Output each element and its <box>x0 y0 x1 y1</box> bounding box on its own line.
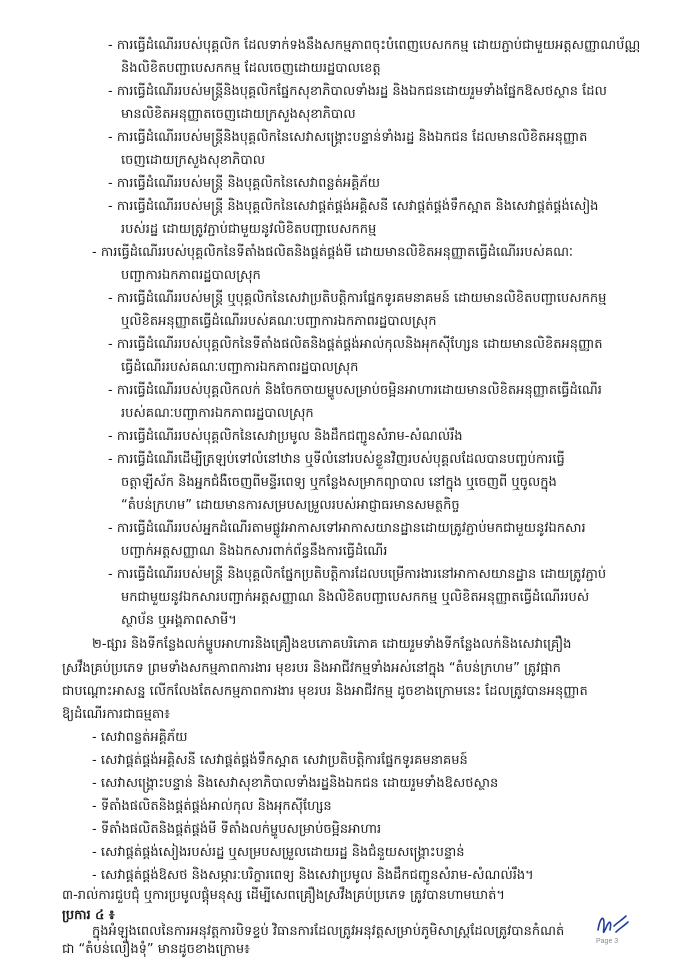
signature-initials <box>592 908 632 942</box>
text-line: - សេវាពន្លត់អគ្គិភ័យ <box>92 730 188 745</box>
text-line: - ការធ្វើដំណើររបស់បុគ្គលិកនៃសេវាប្រមូល និងដឹកជញ្ជូនសំរាម-សំណល់រឹង <box>108 429 463 444</box>
text-line: - ការធ្វើដំណើររបស់បុគ្គលិកនៃទីតាំងផលិតនិងផ្គត់ផ្គង់អាល់កុលនិងអុកស៊ីហ្សែន ដោយមានលិខិតអនុញ្ញាត <box>108 337 603 352</box>
text-line: និងលិខិតបញ្ជាបេសកកម្ម ដែលចេញដោយរដ្ឋបាលខេត្ត <box>121 61 381 76</box>
text-line: - ការធ្វើដំណើរដើម្បីត្រឡប់ទៅលំនៅឋាន ឬទីលំនៅរបស់ខ្លួនវិញរបស់បុគ្គលដែលបានបញ្ចប់ការធ្វើ <box>108 452 565 467</box>
text-line: - សេវាផ្គត់ផ្គង់អគ្គិសនី សេវាផ្គត់ផ្គង់ទឹកស្អាត សេវាប្រតិបត្តិការផ្នែកទូរគមនាគមន៍ <box>92 753 468 768</box>
text-line: - ការធ្វើដំណើររបស់បុគ្គលិកលក់ និងចែកចាយម្ហូបសម្រាប់ចម្អិនអាហារដោយមានលិខិតអនុញ្ញាតធ្វើដំណើរ <box>108 383 602 398</box>
text-line: ក្នុងអំឡុងពេលនៃការអនុវត្តការបិទខ្ទប់ វិធានការដែលត្រូវអនុវត្តសម្រាប់ភូមិសាស្ត្រដែលត្រូវបានកំណត់ <box>92 924 565 939</box>
text-line: ឱ្យដំណើរការជាធម្មតា៖ <box>62 707 170 722</box>
text-line: ចេញដោយក្រសួងសុខាភិបាល <box>121 153 266 168</box>
text-line: ៣-រាល់ការជួបជុំ ឬការប្រមូលផ្ដុំមនុស្ស ដើម្បីសេពគ្រឿងស្រវឹងគ្រប់ប្រភេទ ត្រូវបានហាមឃាត់។ <box>62 888 505 903</box>
text-line: ជា “តំបន់លឿងទុំ” មានដូចខាងក្រោម៖ <box>62 942 250 957</box>
text-line: របស់គណៈបញ្ជាការឯកភាពរដ្ឋបាលស្រុក <box>121 406 314 421</box>
page-number: Page 3 <box>596 938 619 945</box>
text-line: - ទីតាំងផលិតនិងផ្គត់ផ្គង់មី ទីតាំងលក់ម្ហូបសម្រាប់ចម្អិនអាហារ <box>92 822 382 837</box>
text-line: ស្ថាប័ន ឬអង្គភាពសាមី។ <box>121 613 237 628</box>
text-line: - ទីតាំងផលិតនិងផ្គត់ផ្គង់អាល់កុល និងអុកស៊ីហ្សែន <box>92 799 332 814</box>
text-line: មានលិខិតអនុញ្ញាតចេញដោយក្រសួងសុខាភិបាល <box>121 107 356 122</box>
text-line: - ការធ្វើដំណើររបស់មន្ត្រីនិងបុគ្គលិកផ្នែកសុខាភិបាលទាំងរដ្ឋ និងឯកជនដោយរួមទាំងផ្នែកឱសថស្ថាន ដែល <box>108 84 607 99</box>
text-line: ជាបណ្ដោះអាសន្ន លើកលែងតែសកម្មភាពការងារ មុខរបរ និងអាជីវកម្ម ដូចខាងក្រោមនេះ ដែលត្រូវបានអនុញ្ញាត <box>62 684 588 699</box>
text-line: - ការធ្វើដំណើររបស់មន្ត្រី ឬបុគ្គលិកនៃសេវាប្រតិបត្តិការផ្នែកទូរគមនាគមន៍ ដោយមានលិខិតបញ្ជាបេសកកម្ម <box>108 291 607 306</box>
text-line: - ការធ្វើដំណើររបស់មន្ត្រី និងបុគ្គលិកនៃសេវាពន្លត់អគ្គិភ័យ <box>108 176 381 191</box>
text-line: ឬលិខិតអនុញ្ញាតធ្វើដំណើររបស់គណៈបញ្ជាការឯកភាពរដ្ឋបាលស្រុក <box>121 314 437 329</box>
text-line: ២-ផ្សារ និងទីកន្លែងលក់ម្ហូបអាហារនិងគ្រឿងឧបភោគបរិភោគ ដោយរួមទាំងទីកន្លែងលក់និងសេវាគ្រឿង <box>92 637 572 652</box>
text-line: ធ្វើដំណើររបស់គណៈបញ្ជាការឯកភាពរដ្ឋបាលស្រុក <box>121 360 359 375</box>
text-line: ស្រវឹងគ្រប់ប្រភេទ ព្រមទាំងសកម្មភាពការងារ មុខរបរ និងអាជីវកម្មទាំងអស់នៅក្នុង “តំបន់ក្រហម” ត្រូវផ្អាក <box>62 661 561 676</box>
text-line: - ការធ្វើដំណើររបស់មន្ត្រីនិងបុគ្គលិកនៃសេវាសង្គ្រោះបន្ទាន់ទាំងរដ្ឋ និងឯកជន ដែលមានលិខិតអនុញ្ញាត <box>108 130 588 145</box>
article-heading: ប្រការ ៤ ៖ <box>62 908 115 923</box>
text-line: “តំបន់ក្រហម” ដោយមានការសម្របសម្រួលរបស់អាជ្ញាធរមានសមត្ថកិច្ច <box>121 498 460 513</box>
text-line: - ការធ្វើដំណើររបស់អ្នកដំណើរតាមផ្លូវអាកាសទៅអាកាសយានដ្ឋានដោយត្រូវភ្ជាប់មកជាមួយនូវឯកសារ <box>108 521 586 536</box>
text-line: - សេវាសង្គ្រោះបន្ទាន់ និងសេវាសុខាភិបាលទាំងរដ្ឋនិងឯកជន ដោយរួមទាំងឱសថស្ថាន <box>92 776 499 791</box>
text-line: - សេវាផ្គត់ផ្គង់សៀងរបស់រដ្ឋ ឬសម្របសម្រួលដោយរដ្ឋ និងជំនួយសង្គ្រោះបន្ទាន់ <box>92 845 465 860</box>
text-line: មកជាមួយនូវឯកសារបញ្ជាក់អត្តសញ្ញាណ និងលិខិតបញ្ជាបេសកកម្ម ឬលិខិតអនុញ្ញាតធ្វើដំណើររបស់ <box>121 590 590 605</box>
text-line: ចត្តាឡីស័ក និងអ្នកជំងឺចេញពីមន្ទីរពេទ្យ ឬកន្លែងសម្រាកព្យាបាល នៅក្នុង ឬចេញពី ឬចូលក្នុង <box>121 475 557 490</box>
text-line: - ការធ្វើដំណើររបស់មន្ត្រី និងបុគ្គលិកផ្នែកប្រតិបត្តិការដែលបម្រើការងារនៅអាកាសយានដ្ឋាន ដោយត្រូវភ្ជាប់ <box>108 567 607 582</box>
text-line: - ការធ្វើដំណើររបស់បុគ្គលិក ដែលទាក់ទងនឹងសកម្មភាពចុះបំពេញបេសកកម្ម ដោយភ្ជាប់ជាមួយអត្តសញ្ញាណប័ណ្ណ <box>108 38 641 53</box>
text-line: - សេវាផ្គត់ផ្គង់ឱសថ និងសម្ភារៈបរិក្ខារពេទ្យ និងសេវាប្រមូល និងដឹកជញ្ជូនសំរាម-សំណល់រឹង។ <box>92 868 534 883</box>
text-line: របស់រដ្ឋ ដោយត្រូវភ្ជាប់ជាមួយនូវលិខិតបញ្ជាបេសកកម្ម <box>121 222 377 237</box>
text-line: - ការធ្វើដំណើររបស់បុគ្គលិកនៃទីតាំងផលិតនិងផ្គត់ផ្គង់មី ដោយមានលិខិតអនុញ្ញាតធ្វើដំណើររបស់គណៈ <box>92 245 573 260</box>
text-line: - ការធ្វើដំណើររបស់មន្ត្រី និងបុគ្គលិកនៃសេវាផ្គត់ផ្គង់អគ្គិសនី សេវាផ្គត់ផ្គង់ទឹកស្អាត និងសេវាផ្គត់ផ្គង់សៀង <box>108 199 599 214</box>
text-line: បញ្ជាក់អត្តសញ្ញាណ និងឯកសារពាក់ព័ន្ធនឹងការធ្វើដំណើរ <box>121 544 388 559</box>
text-line: បញ្ជាការឯកភាពរដ្ឋបាលស្រុក <box>121 268 261 283</box>
